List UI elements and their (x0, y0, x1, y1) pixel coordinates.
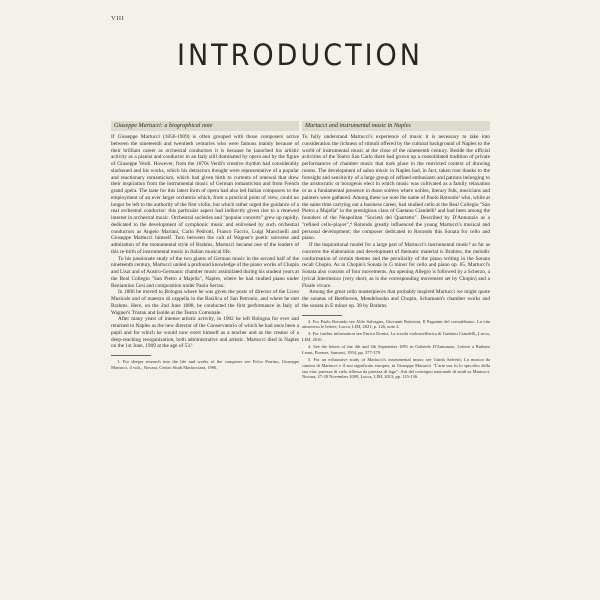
body-paragraph: If the inspirational model for a large part of Martucci's instrumental music⁵ as far as concerns the elaboration and development of thematic material is Brahms, the melodic conformation of certain themes and the peculiarity of the piano writing in the Sonata recall Chopin. As in Chopin's Sonata in G minor for cello and piano op. 65, Martucci's Sonata also consists of four movements. An opening Allegro is followed by a Scherzo, a lyrical Intermezzo (very short, as is the corresponding movement set by Chopin) and a Finale vivace. (302, 242, 490, 289)
left-column (111, 121, 299, 372)
page-number: VIII (111, 15, 125, 22)
section-heading-biography: Giuseppe Martucci: a biographical note (111, 121, 299, 131)
body-paragraph: In 1886 he moved to Bologna where he was given the posts of director of the Liceo Musicale and of maestro di cappella in the Basilica of San Petronio, and where he met Brahms. Here, on the 2nd June 1888, he conducted the first performance in Italy of Wagner's Tristan and Isolde at the Teatro Comunale. (111, 289, 299, 316)
body-paragraph: To his passionate study of the two giants of German music in the second half of the nineteenth century, Martucci united a profound knowledge of the piano works of Chopin and Liszt and of Austro-Germanic chamber music assimilated during his student years at the Real Collegio "San Pietro a Majella", Naples, where he had studied piano under Beniamino Cesi and composition under Paolo Serrao. (111, 255, 299, 289)
footnote: 1. For deeper research into the life and works of the composer see Folco Perrino, Giuseppe Martucci. 4 vols., Novara, Centro Studi Martucciani, 1996. (111, 359, 299, 370)
footnote: 3. For further information see Enrica Donisi, La scuola violoncellistica di Gaetano Ciandelli, Lucca, LIM, 2016. (302, 331, 490, 343)
footnote-divider (302, 315, 342, 316)
body-paragraph: To fully understand Martucci's experience of music it is necessary to take into consideration the richness of stimuli offered by the cultural background of Naples to the world of instrumental music at the close of the nineteenth century. Beside the official activities of the Teatro San Carlo there had grown up a consolidated tradition of private performances of chamber music that took place in the restricted context of drawing rooms. The development of salon music in Naples had, in fact, taken root thanks to the foresight and sensitivity of a large group of refined enthusiasts and patrons belonging to the aristocratic or bourgeois elect in which music was cultivated as a family relaxation or as a fundamental presence in those soirées where nobles, literary folk, musicians and painters were gathered. Among these we note the name of Paolo Rotondo² who, while at the same time carrying out a business career, had studied cello at the Real Collegio "San Pietro a Majella" in the prestigious class of Gaetano Ciandelli³ and had been among the founders of the Neapolitan "Società del Quartetto". Described by D'Annunzio as a "refined cello-player",⁴ Rotondo greatly influenced the young Martucci's musical and personal development; the composer dedicated to Rotondo this Sonata for cello and piano. (302, 134, 490, 242)
footnote: 4. See the letters of the 4th and 5th September 1891 in Gabriele D'Annunzio, Lettere a Barbara Leoni, Firenze, Sansoni, 1954, pp. 377-379. (302, 344, 490, 356)
right-column (302, 121, 490, 382)
footnote: 2. For Paolo Rotondo see Aldo Salvagno, Giovanni Bottesini, Il Paganini del contrabbasso. La vita attraverso le lettere, Lucca, LIM, 2021, p. 126, note 2. (302, 318, 490, 330)
body-paragraph: Among the great cello masterpieces that probably inspired Martucci we might quote the sonatas of Beethoven, Mendelssohn and Chopin, Schumann's chamber works and the sonata in E minor op. 38 by Brahms. (302, 289, 490, 309)
body-paragraph: If Giuseppe Martucci (1856-1909) is often grouped with those composers active between the nineteenth and twentieth centuries who were famous mainly because of their brilliant career as orchestral conductors it is because he launched his artistic activity as a pianist and conductor in an Italy still dominated by opera and by the figure of Giuseppe Verdi. However, from the 1870s Verdi's creative rhythm had considerably slackened and his works, which his detractors thought were representative of a popular and reactionary romanticism, which had given birth to currents of renewal that drew their inspiration from the instrumental music of German romanticism and from French grand opéra. The taste for this latest form of opera had also led Italian composers to the employment of an ever larger orchestra which, from a practical point of view, could no longer be left to the authority of the first violin, but which rather urged the guidance of a real orchestral conductor: this particular aspect had indirectly given rise to a renewed interest in orchestral music. Orchestral societies and "popular concerts" grew up rapidly, dedicated to the development of symphonic music and enlivened by such orchestral conductors as Angelo Mariani, Carlo Pedrotti, Franco Faccio, Luigi Mancinelli and Giuseppe Martucci himself. Torn between the cult of Wagner's poetic universe and admiration of the monumental style of Brahms, Martucci became one of the leaders of this re-birth of instrumental music in Italian musical life. (111, 134, 299, 255)
page-title: INTRODUCTION (177, 38, 423, 73)
section-heading-instrumental-music: Martucci and instrumental music in Naples (302, 121, 490, 131)
body-paragraph: After many years of intense artistic activity, in 1902 he left Bologna for ever and returned to Naples as the new director of the Conservatorio of which he had once been a pupil and for which he would now exert himself as a teacher and as the creator of a deep-reaching reorganization, both administrative and artistic. Martucci died in Naples on the 1st June, 1909 at the age of 53.¹ (111, 316, 299, 350)
footnote: 5. For an exhaustive study of Martucci's instrumental music see Guido Salvetti, La musica da camera di Martucci e il suo significato europeo, in Giuseppe Martucci "L'arte sua fu lo specchio della sua vita: purezza di cielo riflessa da purezza di lago". Atti del convegno nazionale di studi su Martucci, Novara, 27-28 November 2009, Lucca, LIM, 2013, pp. 115-136. (302, 357, 490, 380)
footnote-divider (111, 355, 151, 356)
